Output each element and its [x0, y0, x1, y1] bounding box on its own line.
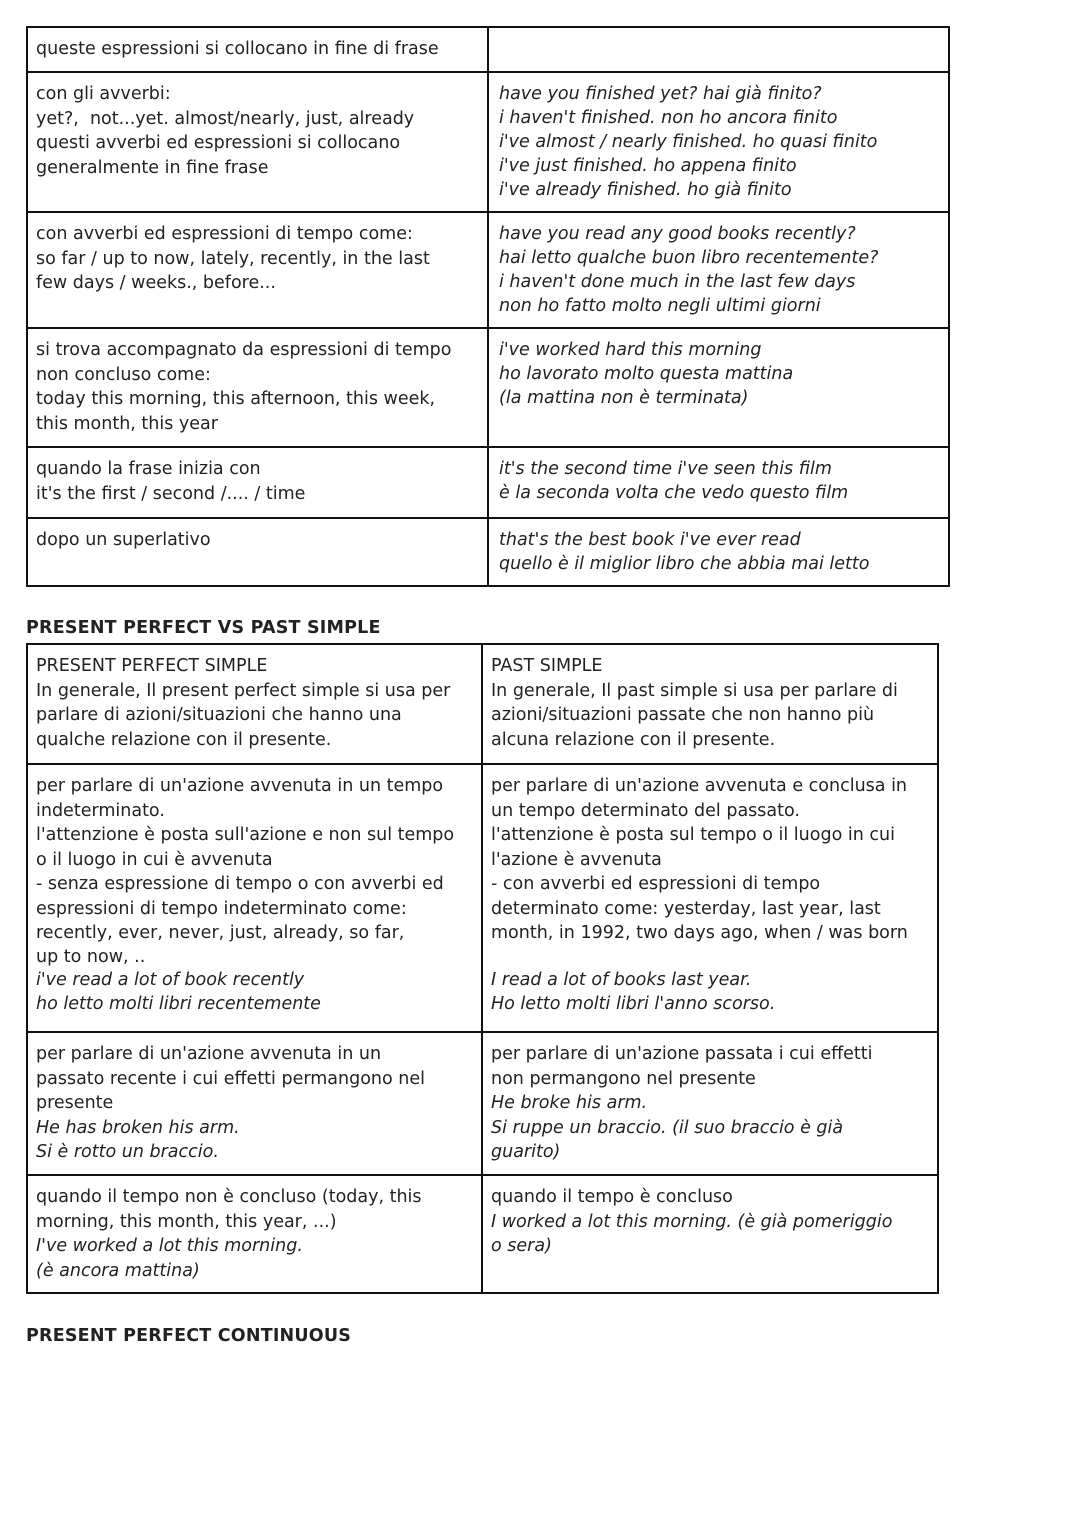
usage-cell	[27, 27, 488, 72]
table-row	[27, 72, 949, 212]
rule-text: l'attenzione è posta sul tempo o il luogo in cui	[491, 825, 895, 845]
rule-text: morning, this month, this year, ...)	[36, 1211, 337, 1232]
present-perfect-cell	[27, 1032, 482, 1175]
example-text: Si è rotto un braccio.	[36, 1142, 219, 1162]
rule-text: per parlare di un'azione avvenuta in un tempo	[36, 776, 444, 796]
table-header-row	[27, 644, 938, 764]
example-text: hai letto qualche buon libro recentemente?	[499, 248, 879, 268]
rule-text: month, in 1992, two days ago, when / was born	[491, 923, 908, 943]
rule-text: un tempo determinato del passato.	[491, 800, 800, 821]
past-simple-cell	[482, 1032, 938, 1175]
present-perfect-header-cell	[27, 644, 482, 764]
example-text: that's the best book i've ever read	[499, 530, 801, 550]
example-text: (la mattina non è terminata)	[499, 388, 749, 408]
rule-text: recently, ever, never, just, already, so far,	[36, 923, 405, 943]
rule-text: indeterminato.	[36, 800, 165, 821]
example-text: have you read any good books recently?	[499, 224, 856, 244]
definition-text: azioni/situazioni passate che non hanno più	[491, 705, 875, 725]
table-row	[27, 1175, 938, 1293]
example-text: è la seconda volta che vedo questo film	[499, 483, 849, 503]
column-title: PAST SIMPLE	[491, 656, 603, 676]
usage-text: few days / weeks., before...	[36, 273, 276, 293]
section-heading: PRESENT PERFECT VS PAST SIMPLE	[26, 618, 381, 638]
usage-text: generalmente in fine frase	[36, 157, 269, 178]
example-text: I read a lot of books last year.	[491, 969, 752, 990]
rule-text: quando il tempo non è concluso (today, this	[36, 1187, 422, 1207]
usage-text: questi avverbi ed espressioni si collocano	[36, 133, 401, 153]
rule-text: presente	[36, 1093, 114, 1113]
rule-text: passato recente i cui effetti permangono nel	[36, 1068, 425, 1089]
usage-text: today this morning, this afternoon, this week,	[36, 389, 436, 409]
usage-cell	[27, 447, 488, 518]
usage-text: quando la frase inizia con	[36, 459, 261, 479]
example-cell	[488, 518, 949, 586]
table-row	[27, 27, 949, 72]
definition-text: parlare di azioni/situazioni che hanno una	[36, 705, 402, 725]
example-cell	[488, 72, 949, 212]
example-cell	[488, 328, 949, 447]
usage-cell	[27, 328, 488, 447]
example-text: i haven't finished. non ho ancora finito	[499, 108, 838, 128]
rule-text: l'azione è avvenuta	[491, 849, 662, 870]
rule-text: l'attenzione è posta sull'azione e non sul tempo	[36, 825, 455, 845]
example-text: ho lavorato molto questa mattina	[499, 364, 794, 384]
example-text: guarito)	[491, 1142, 561, 1162]
example-text: Ho letto molti libri l'anno scorso.	[491, 994, 776, 1014]
usage-text: con avverbi ed espressioni di tempo come:	[36, 224, 413, 244]
table-row	[27, 447, 949, 518]
example-text: quello è il miglior libro che abbia mai letto	[499, 554, 870, 574]
definition-text: In generale, Il past simple si usa per parlare di	[491, 680, 898, 701]
example-text: i've read a lot of book recently	[36, 969, 305, 990]
usage-cell	[27, 72, 488, 212]
usage-text: dopo un superlativo	[36, 530, 211, 550]
example-text: I've worked a lot this morning.	[36, 1236, 303, 1256]
column-title: PRESENT PERFECT SIMPLE	[36, 656, 268, 676]
usage-text: con gli avverbi:	[36, 84, 171, 104]
table-row	[27, 212, 949, 328]
table-row	[27, 518, 949, 586]
example-text: o sera)	[491, 1236, 552, 1256]
table-row	[27, 1032, 938, 1175]
example-text: non ho fatto molto negli ultimi giorni	[499, 296, 821, 316]
rule-text: espressioni di tempo indeterminato come:	[36, 898, 407, 919]
past-simple-cell	[482, 1175, 938, 1293]
rule-text: non permangono nel presente	[491, 1068, 756, 1089]
example-cell	[488, 27, 949, 72]
comparison-table	[26, 643, 939, 1294]
rule-text: determinato come: yesterday, last year, last	[491, 898, 881, 919]
example-text: have you finished yet? hai già finito?	[499, 84, 822, 104]
usage-text: so far / up to now, lately, recently, in the last	[36, 248, 430, 269]
rule-text: - con avverbi ed espressioni di tempo	[491, 874, 821, 894]
example-text: I worked a lot this morning. (è già pomeriggio	[491, 1211, 893, 1232]
example-text: i haven't done much in the last few days	[499, 272, 856, 292]
example-text: i've almost / nearly finished. ho quasi finito	[499, 132, 878, 152]
past-simple-cell	[482, 764, 938, 1032]
rule-text: quando il tempo è concluso	[491, 1187, 733, 1207]
example-text: Si ruppe un braccio. (il suo braccio è già	[491, 1117, 844, 1138]
rule-text: per parlare di un'azione passata i cui effetti	[491, 1044, 873, 1064]
section-heading: PRESENT PERFECT CONTINUOUS	[26, 1326, 352, 1346]
usage-text: yet?, not...yet. almost/nearly, just, already	[36, 108, 415, 129]
example-text: He has broken his arm.	[36, 1117, 240, 1138]
present-perfect-cell	[27, 1175, 482, 1293]
spacer	[491, 946, 931, 968]
usage-cell	[27, 212, 488, 328]
example-text: i've already finished. ho già finito	[499, 180, 792, 200]
usage-text: non concluso come:	[36, 364, 211, 385]
table-row	[27, 328, 949, 447]
example-text: He broke his arm.	[491, 1093, 648, 1113]
present-perfect-cell	[27, 764, 482, 1032]
definition-text: In generale, Il present perfect simple si usa per	[36, 680, 451, 701]
usage-text: si trova accompagnato da espressioni di tempo	[36, 340, 452, 360]
usage-text: queste espressioni si collocano in fine di frase	[36, 39, 439, 59]
example-cell	[488, 212, 949, 328]
example-cell	[488, 447, 949, 518]
definition-text: qualche relazione con il presente.	[36, 729, 332, 750]
example-text: ho letto molti libri recentemente	[36, 994, 321, 1014]
table-row	[27, 764, 938, 1032]
example-text: (è ancora mattina)	[36, 1260, 200, 1281]
rule-text: per parlare di un'azione avvenuta e conclusa in	[491, 776, 908, 796]
usage-text: it's the first / second /.... / time	[36, 483, 306, 504]
rule-text: o il luogo in cui è avvenuta	[36, 849, 273, 870]
usage-text: this month, this year	[36, 413, 218, 434]
past-simple-header-cell	[482, 644, 938, 764]
example-text: it's the second time i've seen this film	[499, 459, 832, 479]
rule-text: - senza espressione di tempo o con avverbi ed	[36, 874, 444, 894]
rule-text: per parlare di un'azione avvenuta in un	[36, 1044, 382, 1064]
rule-text: up to now, ..	[36, 946, 146, 967]
usage-cell	[27, 518, 488, 586]
definition-text: alcuna relazione con il presente.	[491, 729, 776, 750]
example-text: i've worked hard this morning	[499, 340, 762, 360]
usage-table	[26, 26, 950, 587]
example-text: i've just finished. ho appena finito	[499, 156, 797, 176]
